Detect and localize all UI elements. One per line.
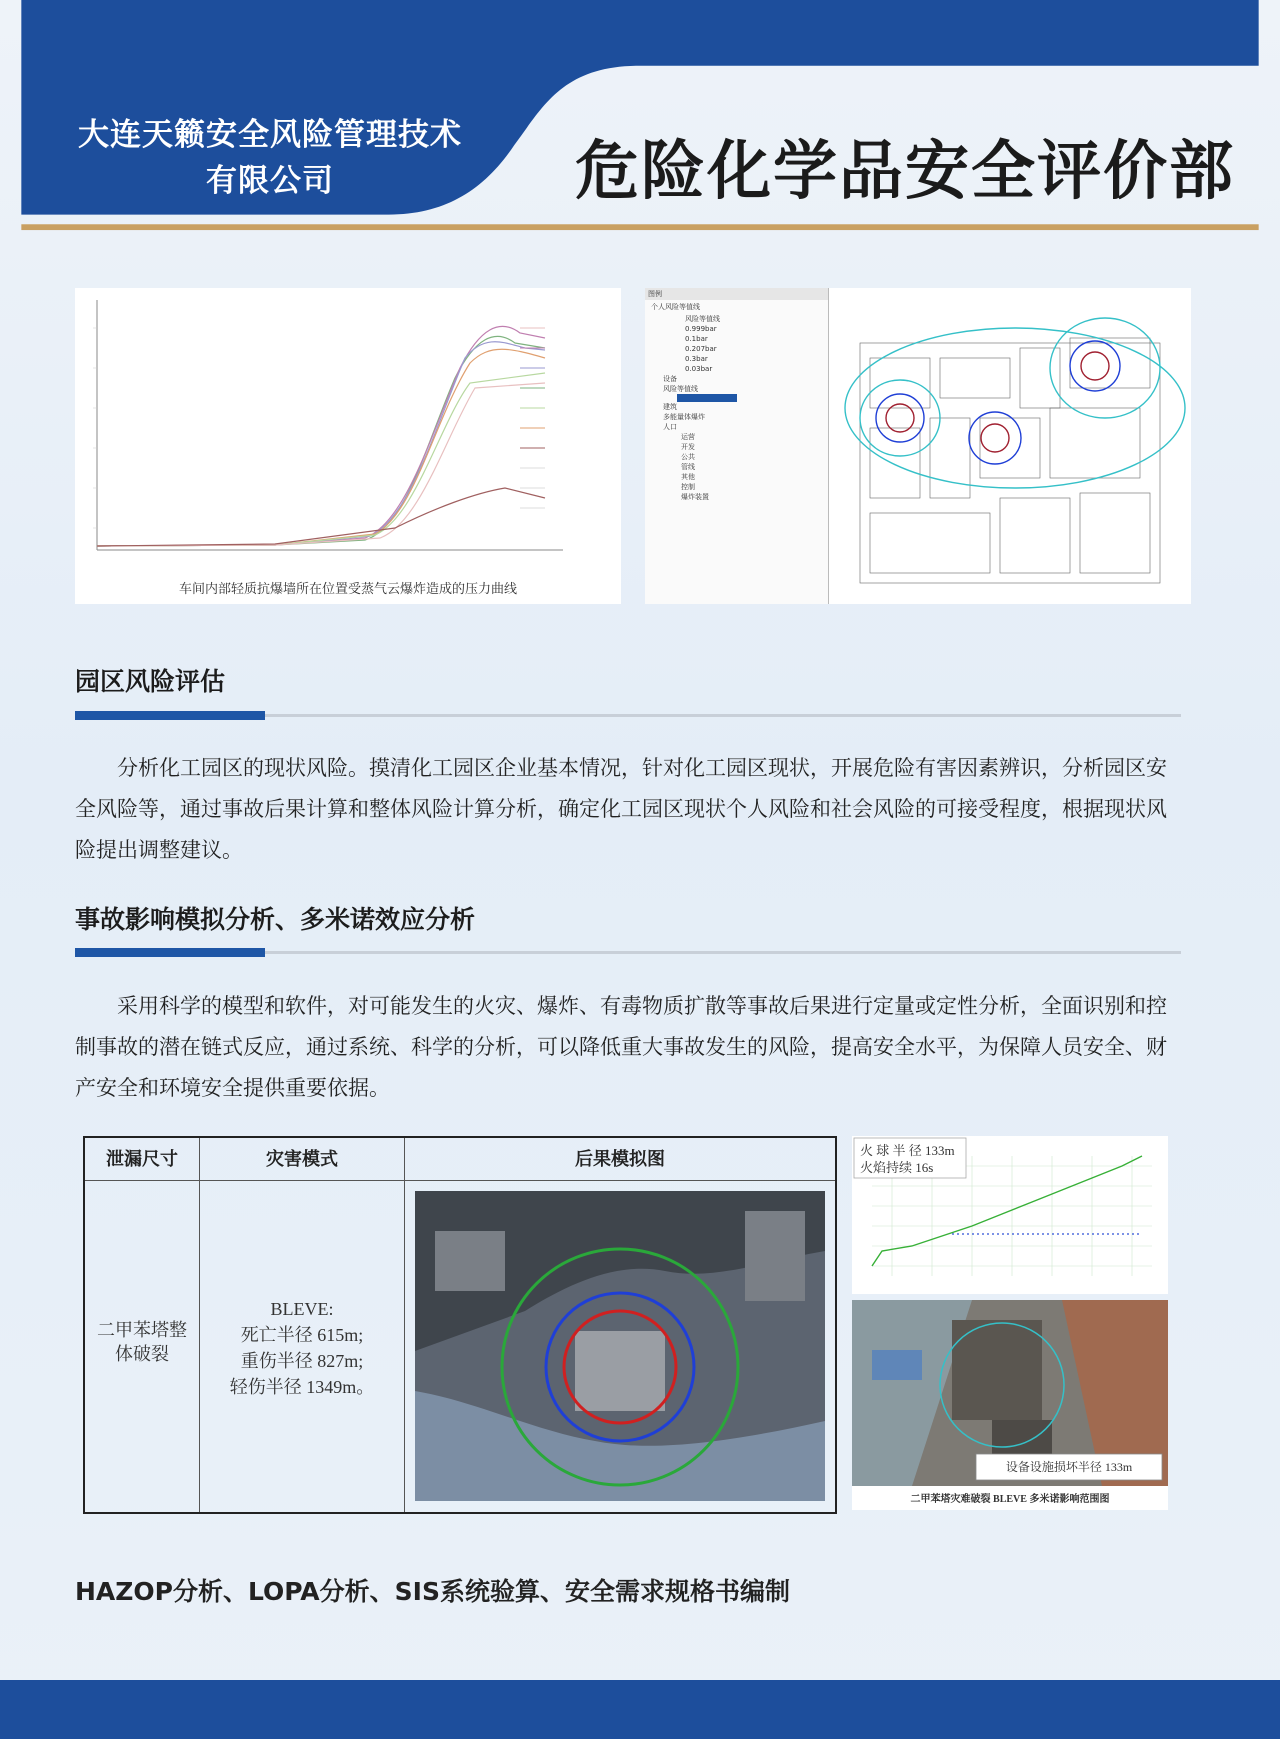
footer-band [0, 1680, 1280, 1739]
tree-item[interactable]: 0.207bar [685, 345, 717, 353]
table-header-mode: 灾害模式 [200, 1138, 404, 1181]
tree-selected-bar [677, 394, 737, 402]
site-map [830, 288, 1191, 604]
tree-item[interactable]: 管线 [681, 463, 695, 471]
consequence-table [83, 1136, 837, 1514]
section-title-park-risk: 园区风险评估 [75, 667, 226, 696]
company-name-line2: 有限公司 [206, 163, 334, 199]
pressure-curve-figure [75, 288, 621, 604]
table-header-sim: 后果模拟图 [405, 1138, 835, 1181]
table-column-divider [404, 1138, 405, 1512]
section-body-park-risk: 分析化工园区的现状风险。摸清化工园区企业基本情况，针对化工园区现状，开展危险有害因素辨识，分析园区安全风险等，通过事故后果计算和整体风险计算分析，确定化工园区现状个人风险和社会风险的可接受程度，根据现状风险提出调整建议。 [75, 756, 1167, 862]
table-cell-mode [200, 1296, 404, 1400]
table-cell-size [85, 1318, 199, 1366]
tree-item[interactable]: 公共 [681, 453, 695, 461]
company-name [50, 112, 490, 204]
tree-item[interactable]: 0.03bar [685, 365, 713, 373]
fireball-duration: 火焰持续 16s [860, 1160, 934, 1175]
risk-contour-figure [645, 288, 1191, 604]
tree-item[interactable]: 0.999bar [685, 325, 717, 333]
minor-injury-radius: 轻伤半径 1349m。 [229, 1377, 375, 1397]
fireball-chart-figure [852, 1136, 1168, 1294]
tree-item[interactable]: 风险等值线 [685, 315, 720, 323]
tree-item[interactable]: 运营 [681, 433, 695, 441]
damage-radius-label: 设备设施损坏半径 133m [1005, 1460, 1133, 1474]
table-cell-size-line1: 二甲苯塔整 [97, 1320, 187, 1340]
table-header-size: 泄漏尺寸 [85, 1138, 199, 1181]
tree-item[interactable]: 风险等值线 [663, 385, 698, 393]
table-cell-size-line2: 体破裂 [115, 1344, 169, 1364]
section-title-hazop: HAZOP分析、LOPA分析、SIS系统验算、安全需求规格书编制 [75, 1577, 790, 1606]
tree-item[interactable]: 多能量体爆炸 [663, 413, 705, 421]
tree-item[interactable]: 0.1bar [685, 335, 708, 343]
department-title: 危险化学品安全评价部 [575, 134, 1235, 209]
section-accent-bar [75, 711, 265, 720]
fireball-info [860, 1142, 955, 1176]
tree-item[interactable]: 人口 [663, 423, 677, 431]
domino-caption: 二甲苯塔灾难破裂 BLEVE 多米诺影响范围图 [910, 1494, 1110, 1505]
layer-tree-root[interactable]: 个人风险等值线 [651, 303, 700, 311]
tree-item[interactable]: 控制 [681, 483, 695, 491]
layer-tree-title: 图例 [645, 288, 828, 300]
layer-tree-panel [645, 288, 829, 604]
tree-item[interactable]: 其他 [681, 473, 695, 481]
bleve-title: BLEVE: [270, 1299, 334, 1319]
domino-aerial-figure [852, 1300, 1168, 1510]
tree-item[interactable]: 设备 [663, 375, 677, 383]
death-radius: 死亡半径 615m; [240, 1325, 364, 1345]
company-name-line1: 大连天籁安全风险管理技术 [78, 117, 462, 153]
bleve-simulation-map [415, 1191, 825, 1501]
fireball-radius: 火 球 半 径 133m [860, 1143, 955, 1158]
section-accent-bar [75, 948, 265, 957]
tree-item[interactable]: 0.3bar [685, 355, 708, 363]
section-body-accident-simulation: 采用科学的模型和软件，对可能发生的火灾、爆炸、有毒物质扩散等事故后果进行定量或定性分析，全面识别和控制事故的潜在链式反应，通过系统、科学的分析，可以降低重大事故发生的风险，提高安全水平，为保障人员安全、财产安全和环境安全提供重要依据。 [75, 994, 1167, 1100]
tree-item[interactable]: 开发 [681, 443, 695, 451]
serious-injury-radius: 重伤半径 827m; [240, 1351, 364, 1371]
tree-item[interactable]: 建筑 [663, 403, 677, 411]
pressure-curve-caption: 车间内部轻质抗爆墙所在位置受蒸气云爆炸造成的压力曲线 [178, 581, 517, 596]
pressure-curve-chart [75, 288, 621, 604]
tree-item[interactable]: 爆炸装置 [681, 493, 709, 501]
section-title-accident-simulation: 事故影响模拟分析、多米诺效应分析 [75, 905, 476, 934]
